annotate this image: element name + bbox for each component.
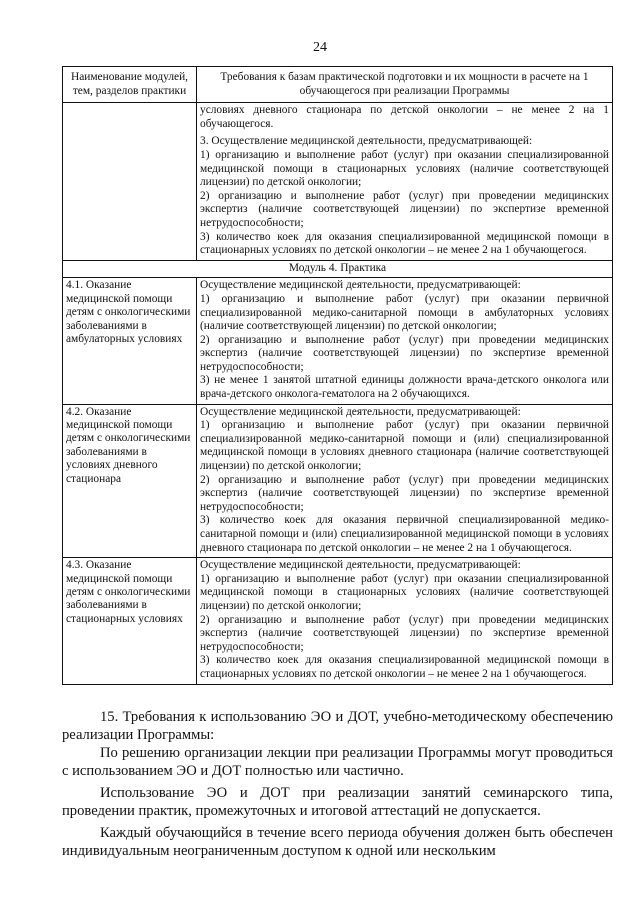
req-text: Осуществление медицинской деятельности, предусматривающей: bbox=[200, 279, 521, 292]
req-text: условиях дневного стационара по детской онкологии – не менее 2 на 1 обучающегося. bbox=[200, 104, 609, 130]
table-row-continuation bbox=[63, 103, 613, 261]
req-text: 3. Осуществление медицинской деятельности, предусматривающей: bbox=[200, 135, 533, 148]
req-text: 3) количество коек для оказания первичной специализированной медико-санитарной помощи и (или) специализированной медицинской помощи в условиях дневного стационара по детской онкологии – не менее 2 на 1 обучающегося. bbox=[200, 514, 609, 554]
module-title-row bbox=[63, 260, 613, 278]
topic-cell: 4.2. Оказание медицинской помощи детям с онкологическими заболеваниями в условиях дневного стационара bbox=[63, 404, 197, 558]
requirements-cell bbox=[197, 404, 613, 558]
topic-cell: 4.3. Оказание медицинской помощи детям с онкологическими заболеваниями в стационарных условиях bbox=[63, 558, 197, 684]
table-header-row bbox=[63, 67, 613, 103]
req-text: 1) организацию и выполнение работ (услуг) при оказании специализированной медицинской помощи в стационарных условиях (наличие соответствующей лицензии) по детской онкологии; bbox=[200, 148, 609, 189]
topic-cell: 4.1. Оказание медицинской помощи детям с онкологическими заболеваниями в амбулаторных условиях bbox=[63, 278, 197, 404]
paragraph: Каждый обучающийся в течение всего периода обучения должен быть обеспечен индивидуальным неограниченным доступом к одной или нескольким bbox=[62, 825, 613, 859]
req-text: 1) организацию и выполнение работ (услуг) при оказании первичной специализированной медико-санитарной помощи в амбулаторных условиях (наличие соответствующей лицензии) по детской онкологии; bbox=[200, 292, 609, 333]
page-number: 24 bbox=[313, 40, 327, 55]
req-text: 3) количество коек для оказания специализированной медицинской помощи в стационарных условиях по детской онкологии – не менее 2 на 1 обучающегося. bbox=[200, 654, 609, 680]
req-text: 2) организацию и выполнение работ (услуг) при проведении медицинских экспертиз (наличие соответствующей лицензии) по экспертизе временной нетрудоспособности; bbox=[200, 613, 609, 653]
table-row bbox=[63, 558, 613, 684]
header-topics: Наименование модулей, тем, разделов практики bbox=[63, 67, 197, 103]
table-row bbox=[63, 278, 613, 404]
req-text: 3) не менее 1 занятой штатной единицы должности врача-детского онколога или врача-детского онколога-гематолога на 2 обучающихся. bbox=[200, 374, 609, 401]
module-title: Модуль 4. Практика bbox=[63, 260, 613, 278]
requirements-cell bbox=[197, 103, 613, 261]
req-text: Осуществление медицинской деятельности, предусматривающей: bbox=[200, 559, 521, 572]
req-text: 1) организацию и выполнение работ (услуг) при оказании первичной специализированной медико-санитарной помощи и (или) специализированной медицинской помощи в условиях дневного стационара (наличие соответствующей лицензии) по детской онкологии; bbox=[200, 419, 609, 473]
paragraph: По решению организации лекции при реализации Программы могут проводиться с использованием ЭО и ДОТ полностью или частично. bbox=[62, 745, 613, 779]
requirements-table bbox=[62, 66, 613, 685]
req-text: 2) организацию и выполнение работ (услуг) при проведении медицинских экспертиз (наличие соответствующей лицензии) по экспертизе временной нетрудоспособности; bbox=[200, 333, 609, 373]
paragraph: Использование ЭО и ДОТ при реализации занятий семинарского типа, проведении практик, промежуточных и итоговой аттестаций не допускается. bbox=[62, 785, 613, 819]
header-requirements: Требования к базам практической подготовки и их мощности в расчете на 1 обучающегося при реализации Программы bbox=[197, 67, 613, 103]
section-15-heading: 15. Требования к использованию ЭО и ДОТ, учебно-методическому обеспечению реализации Программы: bbox=[62, 709, 613, 743]
req-text: 1) организацию и выполнение работ (услуг) при оказании специализированной медицинской помощи в стационарных условиях (наличие соответствующей лицензии) по детской онкологии; bbox=[200, 572, 609, 612]
topic-cell-empty bbox=[63, 103, 197, 261]
req-text: 2) организацию и выполнение работ (услуг) при проведении медицинских экспертиз (наличие соответствующей лицензии) по экспертизе временной нетрудоспособности; bbox=[200, 189, 609, 229]
table-row bbox=[63, 404, 613, 558]
requirements-cell bbox=[197, 558, 613, 684]
req-text: Осуществление медицинской деятельности, предусматривающей: bbox=[200, 405, 521, 418]
requirements-cell bbox=[197, 278, 613, 404]
req-text: 3) количество коек для оказания специализированной медицинской помощи в стационарных условиях по детской онкологии – не менее 2 на 1 обучающегося. bbox=[200, 230, 609, 257]
body-text bbox=[62, 708, 613, 860]
req-text: 2) организацию и выполнение работ (услуг) при проведении медицинских экспертиз (наличие соответствующей лицензии) по экспертизе временной нетрудоспособности; bbox=[200, 473, 609, 513]
